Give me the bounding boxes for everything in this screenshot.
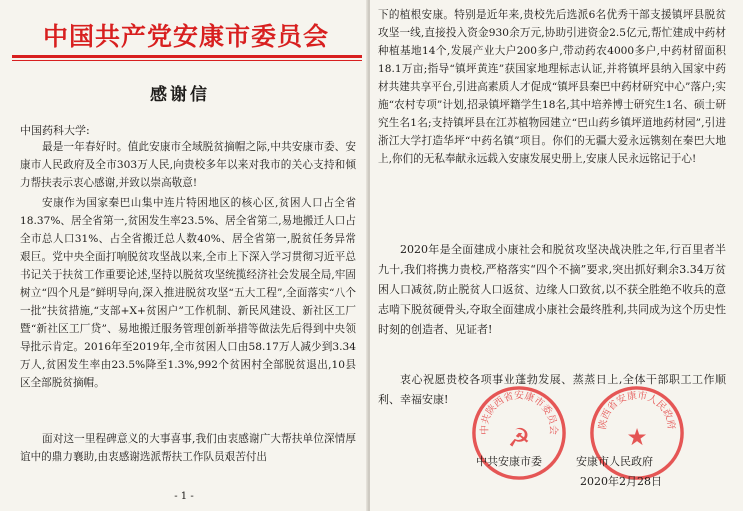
left-page (0, 0, 368, 511)
letterhead-rule-thick (12, 55, 362, 58)
svg-text:中共陕西省安康市委员会: 中共陕西省安康市委员会 (479, 390, 559, 435)
paragraph-thanks-start: 面对这一里程碑意义的大事喜事,我们由衷感谢广大帮扶单位深情厚谊中的鼎力襄助,由衷感谢选派帮扶工作队员艰苦付出 (20, 433, 356, 463)
letter-date: 2020年2月28日 (580, 475, 662, 488)
paragraph-achievements: 安康作为国家秦巴山集中连片特困地区的核心区,贫困人口占全省18.37%、居全省第一,贫困发生率23.5%、居全省第二,易地搬迁人口占全市总人口31%、占全省搬迁总人数40%、居全省第一,脱贫任务异常艰巨。党中央全面打响脱贫攻坚战以来,全市上下深入学习贯彻习近平总书记关于扶贫工作重要论述,坚持以脱贫攻坚统揽经济社会发展全局,牢固树立“四个凡是”鲜明导向,深入推进脱贫攻坚“五大工程”,全面落实“八个一批”扶贫措施,“支部+X+贫困户”工作机制、新民风建设、新社区工厂暨“新社区工厂贷”、易地搬迁服务管理创新举措等做法先后得到中央领导批示肯定。2016年至2019年,全市贫困人口由58.17万人减少到3.34万人,贫困发生率由23.5%降至1.3%,992个贫困村全部脱贫退出,10县区全部脱贫摘帽。 (20, 197, 356, 389)
svg-text:★: ★ (626, 422, 648, 451)
svg-text:☭: ☭ (507, 423, 531, 454)
paragraph-wishes: 衷心祝愿贵校各项事业蓬勃发展、蒸蒸日上,全体干部职工工作顺利、幸福安康! (378, 373, 726, 406)
right-page (370, 0, 743, 511)
signature-government: 安康市人民政府 (576, 455, 653, 468)
paragraph-intro: 最是一年春好时。值此安康市全域脱贫摘帽之际,中共安康市委、安康市人民政府及全市303万人民,向贵校多年以来对我市的关心支持和倾力帮扶表示衷心感谢,并致以崇高敬意! (20, 141, 356, 189)
letterhead-title: 中国共产党安康市委员会 (42, 22, 329, 51)
letter-title: 感谢信 (150, 85, 210, 105)
salutation: 中国药科大学: (20, 124, 90, 137)
paragraph-thanks-continued: 下的植根安康。特别是近年来,贵校先后选派6名优秀干部支援镇坪县脱贫攻坚一线,直接投入资金930余万元,协助引进资金2.5亿元,帮忙建成中药材种植基地14个,发展产业大户200多户,带动药农4000多户,中药材留面积18.1万亩;指导“镇坪黄连”获国家地理标志认证,并将镇坪县纳入国家中药材共建共享平台,引进高素质人才促成“镇坪县秦巴中药材研究中心”落户;实施“农村专项”计划,招录镇坪籍学生18名,其中培养博士研究生1名、硕士研究生名1名;支持镇坪县在江苏植物园建立“巴山药乡镇坪道地药材园”,引进浙江大学打造华坪“中药名镇”项目。你们的无疆大爱永远镌刻在秦巴大地上,你们的无私奉献永远载入安康发展史册上,安康人民永远铭记于心! (378, 9, 726, 165)
svg-text:陕西省安康市人民政府: 陕西省安康市人民政府 (597, 390, 677, 431)
page-number: - 1 - (174, 491, 194, 502)
letterhead-rule-thin (12, 60, 362, 61)
paragraph-commitment: 2020年是全面建成小康社会和脱贫攻坚决战决胜之年,行百里者半九十,我们将携力贵校,严格落实“四个不摘”要求,突出抓好剩余3.34万贫困人口减贫,防止脱贫人口返贫、边缘人口致贫,以不获全胜绝不收兵的意志啃下脱贫硬骨头,夺取全面建成小康社会最终胜利,共同成为这个历史性时刻的创造者、见证者! (378, 243, 726, 336)
signature-party-committee: 中共安康市委 (476, 455, 542, 468)
